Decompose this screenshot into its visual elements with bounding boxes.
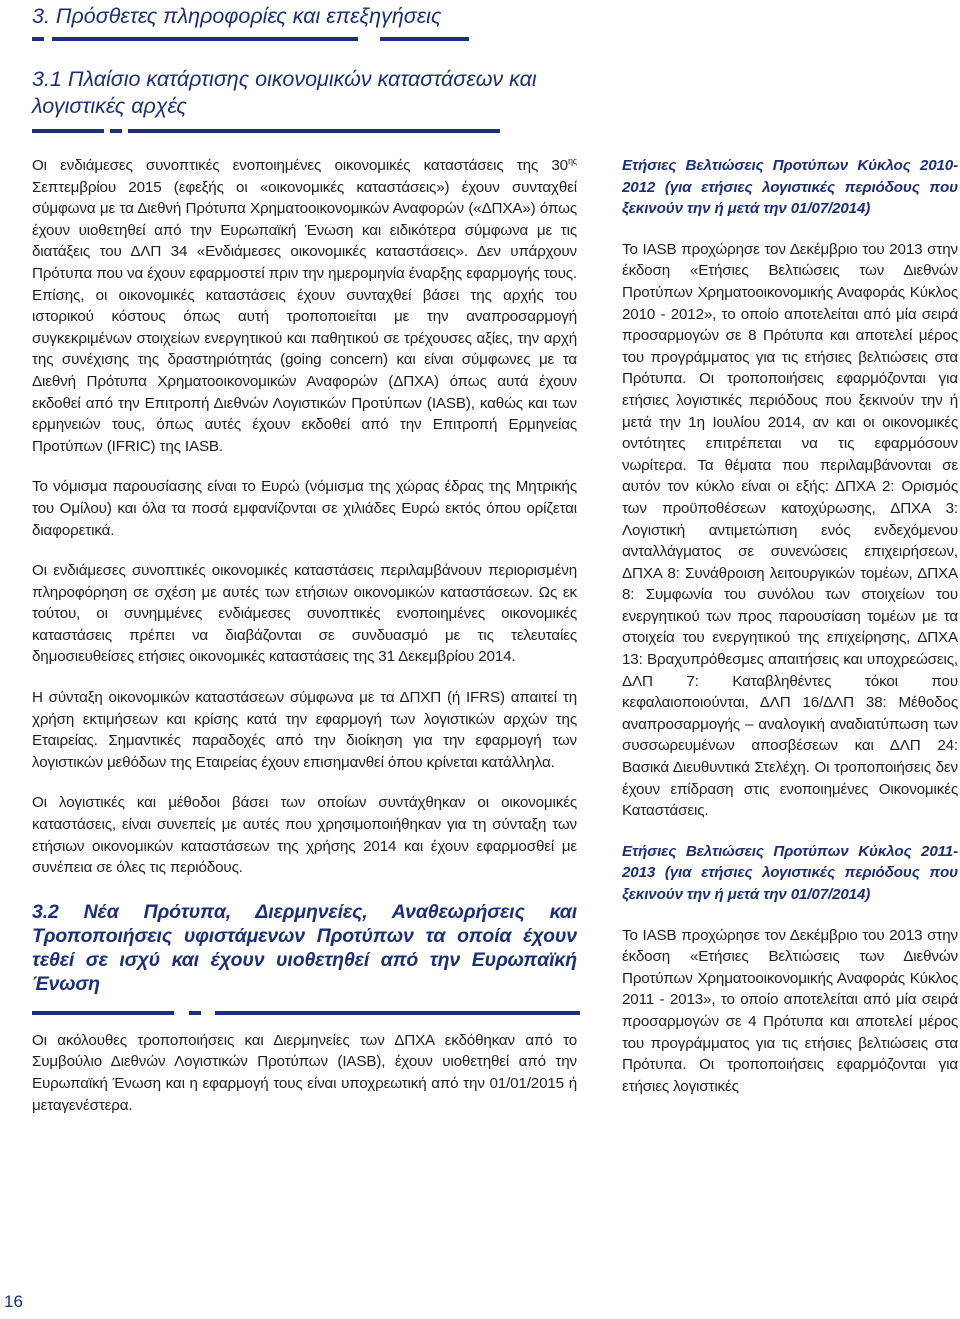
paragraph-improvements-2010-2012: Το IASB προχώρησε τον Δεκέμβριο του 2013 στην έκδοση «Ετήσιες Βελτιώσεις των Διεθνών Προτύπων Χρηματοοικονομικής Αναφοράς Κύκλος 2010 - 2012», το οποίο αποτελείται από μία σειρά προσαρμογών σε 8 Πρότυπα και αποτελεί μέρος του προγράμματος για τις ετήσιες βελτιώσεις στα Πρότυπα. Οι τροποποιήσεις εφαρμόζονται για ετήσιες λογιστικές περιόδους που ξεκινούν την ή μετά την 1η Ιουλίου 2014, αν και οι οικονομικές οντότητες επιτρέπεται να τις εφαρμόσουν νωρίτερα. Τα θέματα που περιλαμβάνονται σε αυτόν τον κύκλο είναι οι εξής: ΔΠΧΑ 2: Ορισμός των προϋποθέσεων κατοχύρωσης, ΔΠΧΑ 3: Λογιστική αντιμετώπιση ενός ενδεχόμενου ανταλλάγματος σε συνενώσεις επιχειρήσεων, ΔΠΧΑ 8: Συνάθροιση λειτουργικών τομέων, ΔΠΧΑ 8: Συμφωνία του συνόλου των στοιχείων του ενεργητικού των προς παρουσίαση τομέων με τα στοιχεία του ενεργητικού της επιχείρησης, ΔΠΧΑ 13: Βραχυπρόθεσμες απαιτήσεις και υποχρεώσεις, ΔΛΠ 7: Καταβληθέντες τόκοι που κεφαλαιοποιούνται, ΔΛΠ 16/ΔΛΠ 38: Μέθοδος αναπροσαρμογής – αναλογική αναδιατύπωση των συσσωρευμένων αποσβέσεων και ΔΛΠ 24: Βασικά Διευθυντικά Στελέχη. Οι τροποποιήσεις δεν έχουν επίδραση στις ενοποιημένες Οικονομικές Καταστάσεις. [622,240,958,820]
section-rule-segment [215,1011,580,1015]
title-rule-segment [32,37,44,41]
page-number: 16 [4,1292,23,1311]
paragraph-text: Οι ενδιάμεσες συνοπτικές ενοποιημένες οικονομικές καταστάσεις της 30 [32,157,568,174]
section-title: 3. Πρόσθετες πληροφορίες και επεξηγήσεις [32,4,442,28]
left-column [32,155,577,1135]
paragraph-amendments: Οι ακόλουθες τροποποιήσεις και Διερμηνείες των ΔΠΧΑ εκδόθηκαν από το Συμβούλιο Διεθνών Λογιστικών Προτύπων (IASB), έχουν υιοθετηθεί από την Ευρωπαϊκή Ένωση και η εφαρμογή τους είναι υποχρεωτική από την 01/01/2015 ή μεταγενέστερα. [32,1031,577,1114]
paragraph-framework [32,155,577,457]
section-3-2-title: 3.2 Νέα Πρότυπα, Διερμηνείες, Αναθεωρήσεις και Τροποποιήσεις υφιστάμενων Προτύπων τα οποία έχουν τεθεί σε ισχύ και έχουν υιοθετηθεί από την Ευρωπαϊκή Ένωση [32,900,577,995]
right-column [622,155,958,1116]
paragraph-improvements-2011-2013: Το IASB προχώρησε τον Δεκέμβριο του 2013 στην έκδοση «Ετήσιες Βελτιώσεις των Διεθνών Προτύπων Χρηματοοικονομικής Αναφοράς Κύκλος 2011 - 2013», το οποίο αποτελείται από μία σειρά προσαρμογών σε 4 Πρότυπα και αποτελεί μέρος του προγράμματος για τις ετήσιες βελτιώσεις στα Πρότυπα. Οι τροποποιήσεις εφαρμόζονται για ετήσιες λογιστικές [622,926,958,1095]
annual-improvements-2011-2013-heading: Ετήσιες Βελτιώσεις Προτύπων Κύκλος 2011-2013 (για ετήσιες λογιστικές περιόδους που ξεκινούν την ή μετά την 01/07/2014) [622,842,958,903]
title-rule-segment [52,37,358,41]
annual-improvements-2010-2012-heading: Ετήσιες Βελτιώσεις Προτύπων Κύκλος 2010-2012 (για ετήσιες λογιστικές περιόδους που ξεκινούν την ή μετά την 01/07/2014) [622,157,958,218]
subsection-title: 3.1 Πλαίσιο κατάρτισης οικονομικών καταστάσεων και λογιστικές αρχές [32,67,537,118]
title-rule-segment [380,37,469,41]
section-rule-segment [189,1011,201,1015]
section-rule-segment [32,1011,174,1015]
paragraph-text: Σεπτεμβρίου 2015 (εφεξής οι «οικονομικές καταστάσεις») έχουν συνταχθεί σύμφωνα με τα Διεθνή Πρότυπα Χρηματοοικονομικών Αναφορών («ΔΠΧΑ») όπως έχουν υιοθετηθεί από την Ευρωπαϊκή Ένωση και ειδικότερα σύμφωνα με τις διατάξεις του ΔΛΠ 34 «Ενδιάμεσες οικονομικές καταστάσεις». Δεν υπάρχουν Πρότυπα που να έχουν εφαρμοστεί πριν την ημερομηνία έναρξης εφαρμογής τους. Επίσης, οι οικονομικές καταστάσεις έχουν συνταχθεί βάσει της αρχής του ιστορικού κόστους όπως αυτή τροποποιείται με την αναπροσαρμογή συγκεκριμένων στοιχείων ενεργητικού και παθητικού σε τρέχουσες αξίες, την αρχή της συνέχισης της δραστηριότητάς (going concern) και είναι σύμφωνες με τα Διεθνή Πρότυπα Χρηματοοικονομικών Αναφορών (ΔΠΧΑ) όπως αυτά έχουν εκδοθεί από την Επιτροπή Διεθνών Λογιστικών Προτύπων (IASB), καθώς και των ερμηνειών τους, όπως αυτές έχουν εκδοθεί από την Επιτροπή Ερμηνείας Προτύπων (IFRIC) της IASB. [32,178,577,455]
paragraph-interim-info: Οι ενδιάμεσες συνοπτικές οικονομικές καταστάσεις περιλαμβάνουν περιορισμένη πληροφόρηση σε σχέση με αυτές των ετήσιων οικονομικών καταστάσεων. Ως εκ τούτου, οι συνημμένες ενδιάμεσες συνοπτικές ενοποιημένες οικονομικές καταστάσεις πρέπει να διαβάζονται σε συνδυασμό με τις τελευταίες δημοσιευθείσες ετήσιες οικονομικές καταστάσεις της 31 Δεκεμβρίου 2014. [32,562,577,666]
subtitle-rule-segment [128,129,500,133]
paragraph-consistency: Οι λογιστικές και μέθοδοι βάσει των οποίων συντάχθηκαν οι οικονομικές καταστάσεις, είναι συνεπείς με αυτές που χρησιμοποιήθηκαν για τη σύνταξη των ετήσιων οικονομικών καταστάσεων της χρήσης 2014 και έχουν εφαρμοσθεί με συνέπεια σε όλες τις περιόδους. [32,794,577,877]
ordinal-superscript: ης [567,155,577,166]
paragraph-estimates: Η σύνταξη οικονομικών καταστάσεων σύμφωνα με τα ΔΠΧΠ (ή IFRS) απαιτεί τη χρήση εκτιμήσεων και κρίσης κατά την εφαρμογή των λογιστικών αρχών της Εταιρείας. Σημαντικές παραδοχές από την διοίκηση για την εφαρμογή των λογιστικών μεθόδων της Εταιρείας έχουν επισημανθεί όπου κρίνεται κατάλληλα. [32,689,577,771]
subtitle-rule-segment [110,129,122,133]
paragraph-currency: Το νόμισμα παρουσίασης είναι το Ευρώ (νόμισμα της χώρας έδρας της Μητρικής του Ομίλου) και όλα τα ποσά εμφανίζονται σε χιλιάδες Ευρώ εκτός όπου ορίζεται διαφορετικά. [32,478,577,539]
subtitle-rule-segment [32,129,104,133]
